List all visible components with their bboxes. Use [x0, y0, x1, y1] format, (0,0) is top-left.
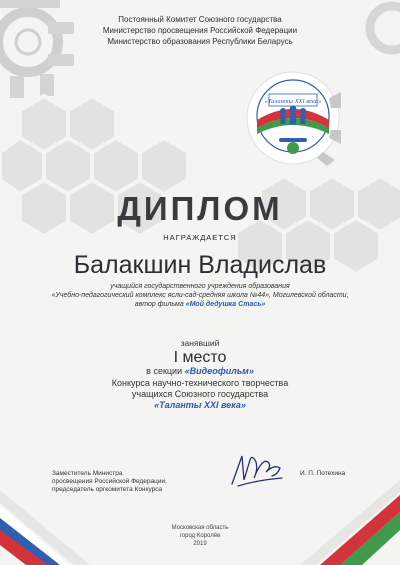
recipient-name: Балакшин Владислав: [73, 251, 327, 279]
issuer-line-1: Постоянный Комитет Союзного государства: [118, 15, 282, 24]
recipient-description: [30, 282, 370, 309]
description-line-3: [30, 300, 370, 309]
signatory-title: [52, 470, 212, 494]
description-line-2: «Учебно-педагогический комплекс ясли-сад-средняя школа №44», Могилевской области,: [51, 292, 349, 299]
section-name: «Видеофильм»: [184, 366, 254, 376]
description-prefix: автор фильма: [134, 301, 186, 308]
took-label: занявший: [180, 338, 220, 348]
emblem-label: «Таланты XXI века»: [264, 98, 322, 105]
film-title: «Мой дедушка Стась»: [185, 301, 266, 308]
footer-line-2: город Королёв: [179, 533, 221, 539]
diploma-title: ДИПЛОМ: [117, 190, 283, 227]
awarded-label: НАГРАЖДАЕТСЯ: [163, 233, 237, 242]
description-line-1: учащийся государственного учреждения образования: [110, 283, 290, 290]
footer-year: 2019: [193, 541, 207, 547]
issuer-line-2: Министерство просвещения Российской Федерации: [102, 26, 298, 35]
contest-emblem-icon: [243, 68, 343, 168]
section-line: [0, 366, 400, 377]
section-prefix: в секции: [146, 366, 185, 376]
contest-line-1: Конкурса научно-технического творчества: [111, 378, 289, 388]
footer-location: [0, 524, 400, 548]
signatory-line-3: председатель оргкомитета Конкурса: [52, 486, 163, 493]
signatory-line-2: просвещения Российской Федерации,: [52, 478, 167, 485]
place-value: I место: [173, 349, 227, 366]
contest-line-3: «Таланты XXI века»: [154, 400, 246, 410]
contest-name: [0, 378, 400, 411]
handwritten-signature: [228, 450, 284, 490]
signatory-name: И. П. Потехина: [300, 470, 346, 477]
issuer-line-3: Министерство образования Республики Беларусь: [107, 37, 293, 46]
contest-line-2: учащихся Союзного государства: [131, 389, 269, 399]
signatory-line-1: Заместитель Министра: [52, 470, 123, 477]
footer-line-1: Московская область: [171, 525, 229, 531]
